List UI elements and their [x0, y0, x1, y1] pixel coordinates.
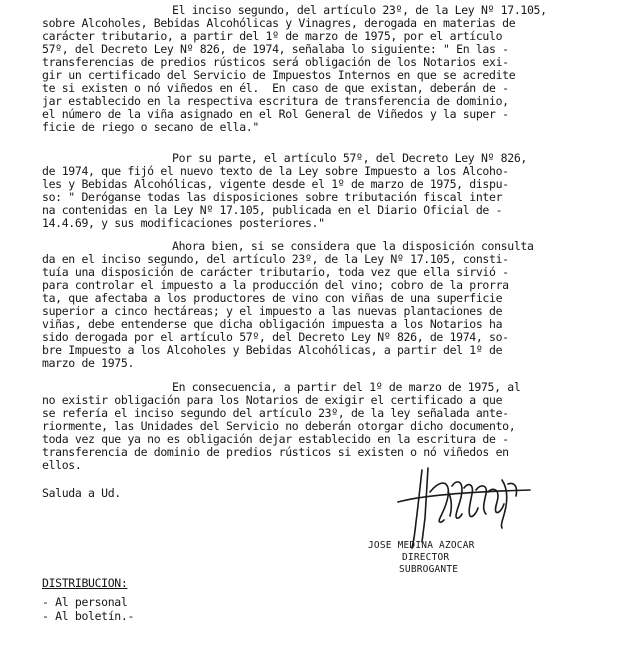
text-line: transferencias de predios rústicos será obligación de los Notarios exi- — [42, 55, 509, 69]
signatory-title: DIRECTOR — [402, 552, 450, 563]
text-line: les y Bebidas Alcohólicas, vigente desde el 1º de marzo de 1975, dispu- — [42, 177, 509, 191]
text-line: carácter tributario, a partir del 1º de marzo de 1975, por el artículo — [42, 29, 503, 43]
text-line: ta, que afectaba a los productores de vino con viñas de una superficie — [42, 291, 503, 305]
text-line: bre Impuesto a los Alcoholes y Bebidas Alcohólicas, a partir del 1º de — [42, 343, 503, 357]
text-line: el número de la viña asignado en el Rol General de Viñedos y la super - — [42, 107, 509, 121]
distribution-heading: DISTRIBUCION: — [42, 576, 128, 590]
distribution-item: - Al boletín.- — [42, 609, 135, 623]
text-line: na contenidas en la Ley Nº 17.105, publicada en el Diario Oficial de - — [42, 203, 503, 217]
text-line: viñas, debe entenderse que dicha obligación impuesta a los Notarios ha — [42, 317, 503, 331]
text-line: Por su parte, el artículo 57º, del Decreto Ley Nº 826, — [172, 151, 527, 165]
text-line: ellos. — [42, 458, 82, 472]
text-line: jar establecido en la respectiva escritura de transferencia de dominio, — [42, 94, 509, 108]
signatory-subtitle: SUBROGANTE — [399, 564, 459, 575]
text-line: da en el inciso segundo, del artículo 23º, de la Ley Nº 17.105, consti- — [42, 252, 509, 266]
text-line: En consecuencia, a partir del 1º de marzo de 1975, al — [172, 380, 521, 394]
text-line: Ahora bien, si se considera que la disposición consulta — [172, 239, 534, 253]
text-line: superior a cinco hectáreas; y el impuesto a las nuevas plantaciones de — [42, 304, 503, 318]
text-line: tuía una disposición de carácter tributario, toda vez que ella sirvió - — [42, 265, 509, 279]
text-line: 14.4.69, y sus modificaciones posteriores." — [42, 216, 325, 230]
text-line: transferencia de dominio de predios rústicos si existen o nó viñedos en — [42, 445, 509, 459]
text-line: marzo de 1975. — [42, 356, 135, 370]
text-line: El inciso segundo, del artículo 23º, de la Ley Nº 17.105, — [172, 3, 547, 17]
text-line: riormente, las Unidades del Servicio no deberán otorgar dicho documento, — [42, 419, 516, 433]
text-line: 57º, del Decreto Ley Nº 826, de 1974, señalaba lo siguiente: " En las - — [42, 42, 509, 56]
text-line: te si existen o nó viñedos en él. En caso de que existan, deberán de - — [42, 81, 509, 95]
text-line: gir un certificado del Servicio de Impuestos Internos en que se acredite — [42, 68, 516, 82]
text-line: sobre Alcoholes, Bebidas Alcohólicas y Vinagres, derogada en materias de — [42, 16, 516, 30]
signatory-name: JOSE MEDINA AZOCAR — [368, 540, 475, 551]
text-line: se refería el inciso segundo del artículo 23º, de la ley señalada ante- — [42, 406, 509, 420]
text-line: para controlar el impuesto a la producción del vino; cobro de la prorra — [42, 278, 509, 292]
text-line: toda vez que ya no es obligación dejar establecido en la escritura de - — [42, 432, 509, 446]
text-line: sido derogada por el artículo 57º, del Decreto Ley Nº 826, de 1974, so- — [42, 330, 509, 344]
text-line: so: " Deróganse todas las disposiciones sobre tributación fiscal inter — [42, 190, 503, 204]
text-line: ficie de riego o secano de ella." — [42, 120, 259, 134]
distribution-item: - Al personal — [42, 595, 128, 609]
text-line: no existir obligación para los Notarios de exigir el certificado a que — [42, 393, 503, 407]
closing-salutation: Saluda a Ud. — [42, 486, 121, 500]
text-line: de 1974, que fijó el nuevo texto de la Ley sobre Impuesto a los Alcoho- — [42, 164, 509, 178]
